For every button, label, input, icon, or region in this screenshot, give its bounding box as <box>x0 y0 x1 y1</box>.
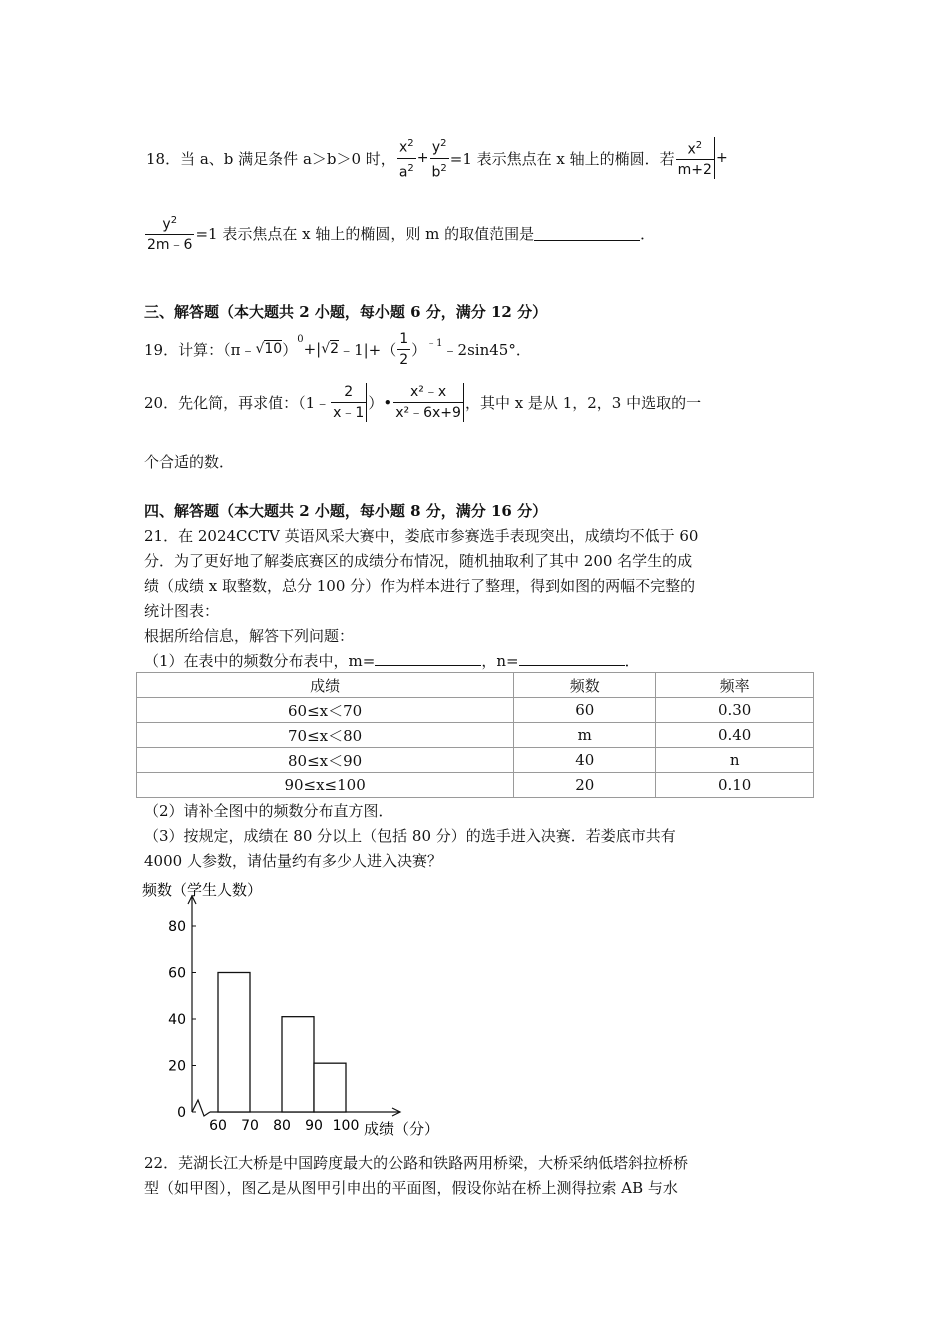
section4-title: 四、解答题（本大题共 2 小题，每小题 8 分，满分 16 分） <box>144 502 548 520</box>
bars <box>218 973 346 1113</box>
x-ticks <box>209 1118 359 1134</box>
y-tick-label: 80 <box>168 919 186 935</box>
table-cell: 80≤x＜90 <box>137 748 514 773</box>
q18-text1: 当 a、b 满足条件 a＞b＞0 时， <box>180 149 396 168</box>
q18-fraction-1: $\frac{x^2}{a^2}$ <box>398 137 414 181</box>
m-answer-blank <box>375 651 481 666</box>
table-cell: 90≤x≤100 <box>137 773 514 798</box>
sqrt-2: √2 <box>321 341 340 357</box>
histogram-bar <box>282 1017 314 1112</box>
q19: 19． 计算：（π﹣ √10 ） $^0$ +| √2 ﹣1|+（ $\frac{1}{2}$ ） $^{﹣1}$ ﹣2sin45°． <box>144 330 531 368</box>
q19-fraction-half: $\frac{1}{2}$ <box>399 330 409 368</box>
axis-break-icon <box>192 1100 210 1116</box>
q18-plus-2: + <box>715 150 728 166</box>
q20-line2: 个合适的数． <box>144 453 235 471</box>
q18-fraction-4: $\frac{y^2}{2m﹣6}$ <box>147 214 193 254</box>
table-cell: 0.40 <box>656 723 814 748</box>
table-cell: m <box>514 723 656 748</box>
q18-fraction-3: $\frac{x^2}{m+2}$ <box>676 137 715 180</box>
q18-line2: $\frac{y^2}{2m﹣6}$ =1 表示焦点在 x 轴上的椭圆，则 m 的取值范围是 ． <box>144 203 655 263</box>
y-tick-label: 20 <box>168 1058 186 1075</box>
q18-answer-blank <box>534 226 640 241</box>
table-cell: 0.30 <box>656 698 814 723</box>
q20-number: 20． <box>144 393 179 412</box>
x-axis-label: 成绩（分） <box>364 1120 440 1138</box>
n-answer-blank <box>519 651 625 666</box>
sqrt-icon: √ <box>321 341 331 357</box>
sqrt-10: √10 <box>255 341 283 357</box>
sqrt-icon: √ <box>255 341 265 357</box>
table-cell: 60≤x＜70 <box>137 698 514 723</box>
q22-line2: 型（如甲图），图乙是从图甲引申出的平面图，假设你站在桥上测得拉索 AB 与水 <box>144 1179 678 1197</box>
q21-line1: 21．在 2024CCTV 英语风采大赛中，娄底市参赛选手表现突出，成绩均不低于 60 <box>144 527 699 545</box>
q21-line3: 绩（成绩 x 取整数，总分 100 分）作为样本进行了整理，得到如图的两幅不完整的 <box>144 577 696 595</box>
q21-sub3-line2: 4000 人参数，请估量约有多少人进入决赛？ <box>144 852 442 870</box>
table-cell: n <box>656 748 814 773</box>
section3-title: 三、解答题（本大题共 2 小题，每小题 6 分，满分 12 分） <box>144 303 548 321</box>
x-tick-label: 70 <box>241 1118 259 1134</box>
q21-sub1: （1）在表中的频数分布表中，m= ，n= ． <box>144 652 640 670</box>
table-row <box>137 748 814 773</box>
q19-number: 19． <box>144 340 179 359</box>
histogram-bar <box>314 1063 346 1112</box>
q20-fraction-1: $\frac{2}{x﹣1}$ <box>331 383 367 422</box>
q21-sub2: （2）请补全图中的频数分布直方图． <box>144 802 394 820</box>
histogram-chart <box>138 876 458 1138</box>
q21-line4: 统计图表： <box>144 602 220 620</box>
y-tick-label: 60 <box>168 965 186 982</box>
y-tick-label: 40 <box>168 1012 186 1028</box>
q18-number: 18． <box>146 149 181 168</box>
table-row <box>137 723 814 748</box>
q18-text3: =1 表示焦点在 x 轴上的椭圆，则 m 的取值范围是 <box>195 224 535 243</box>
table-header-row <box>137 673 814 698</box>
table-header: 频率 <box>656 673 814 698</box>
q22-line1: 22．芜湖长江大桥是中国跨度最大的公路和铁路两用桥梁，大桥采纳低塔斜拉桥桥 <box>144 1154 689 1172</box>
q18-plus: + <box>416 150 429 166</box>
q20-fraction-2: $\frac{\text{x²﹣x}}{\text{x²﹣6x+9}}$ <box>393 383 464 422</box>
table-row <box>137 698 814 723</box>
x-tick-label: 60 <box>209 1118 227 1134</box>
table-row <box>137 773 814 798</box>
q21-sub3-line1: （3）按规定，成绩在 80 分以上（包括 80 分）的选手进入决赛．若娄底市共有 <box>144 827 676 845</box>
q21-line5: 根据所给信息，解答下列问题： <box>144 627 355 645</box>
table-cell: 60 <box>514 698 656 723</box>
histogram-bar <box>218 973 250 1113</box>
q18-fraction-2: $\frac{y^2}{b^2}$ <box>431 137 447 181</box>
table-cell: 0.10 <box>656 773 814 798</box>
x-tick-label: 90 <box>305 1118 323 1134</box>
table-header: 成绩 <box>137 673 514 698</box>
table-cell: 70≤x＜80 <box>137 723 514 748</box>
table-cell: 40 <box>514 748 656 773</box>
x-tick-label: 100 <box>332 1118 360 1134</box>
table-header: 频数 <box>514 673 656 698</box>
y-tick-label: 0 <box>177 1105 186 1121</box>
y-axis-label: 频数（学生人数） <box>142 881 263 899</box>
x-tick-label: 80 <box>273 1118 291 1134</box>
table-cell: 20 <box>514 773 656 798</box>
q20-line1: 20． 先化简，再求值：（1﹣ $\frac{2}{x﹣1}$ ）• $\frac{\text{x²﹣x}}{\text{x²﹣6x+9}}$ ，其中 x 是从 1，2，3 中选取的一 <box>144 383 702 421</box>
q18-line1 <box>146 128 728 188</box>
frequency-table <box>136 672 814 798</box>
q18-text2: =1 表示焦点在 x 轴上的椭圆．若 <box>449 149 675 168</box>
q21-line2: 分．为了更好地了解娄底赛区的成绩分布情况，随机抽取利了其中 200 名学生的成 <box>144 552 693 570</box>
